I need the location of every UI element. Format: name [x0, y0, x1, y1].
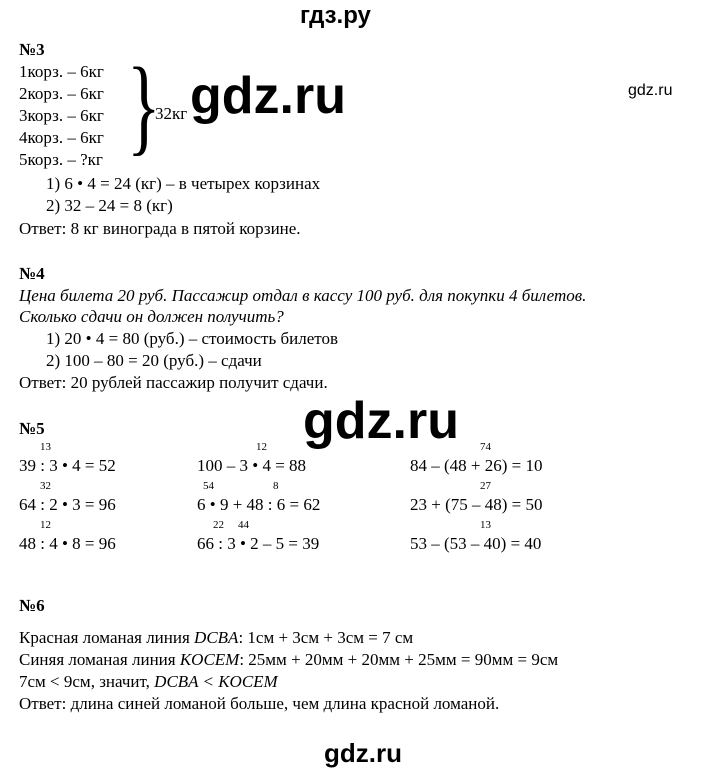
basket-line: 1корз. – 6кг [19, 62, 104, 81]
order-note: 74 [480, 441, 491, 453]
order-note: 12 [40, 519, 51, 531]
answer: Ответ: длина синей ломаной больше, чем длина красной ломаной. [19, 694, 500, 713]
problem-text: Цена билета 20 руб. Пассажир отдал в кассу 100 руб. для покупки 4 билетов. [19, 286, 587, 305]
red-line-statement: Красная ломаная линия DCBA: 1см + 3см + 3см = 7 см [19, 628, 414, 647]
expression: 64 : 2 • 3 = 96 [19, 495, 116, 514]
curly-brace-icon: } [127, 46, 161, 167]
solution-step: 1) 6 • 4 = 24 (кг) – в четырех корзинах [46, 174, 321, 193]
expression: 6 • 9 + 48 : 6 = 62 [197, 495, 321, 514]
expression: 53 – (53 – 40) = 40 [410, 534, 542, 553]
blue-line-statement: Синяя ломаная линия KOCEM: 25мм + 20мм + 20мм + 25мм = 90мм = 9см [19, 650, 559, 669]
solution-step: 2) 32 – 24 = 8 (кг) [46, 196, 173, 215]
answer: Ответ: 8 кг винограда в пятой корзине. [19, 219, 301, 238]
basket-line: 3корз. – 6кг [19, 106, 104, 125]
task-5-title: №5 [19, 419, 45, 438]
task-6-title: №6 [19, 596, 45, 615]
expression: 48 : 4 • 8 = 96 [19, 534, 116, 553]
problem-text: Сколько сдачи он должен получить? [19, 307, 284, 326]
expression: 39 : 3 • 4 = 52 [19, 456, 116, 475]
order-note: 54 [203, 480, 214, 492]
order-note: 22 [213, 519, 224, 531]
order-note: 44 [238, 519, 249, 531]
watermark-footer: gdz.ru [324, 738, 402, 768]
task-4-title: №4 [19, 264, 45, 283]
order-note: 13 [40, 441, 51, 453]
expression: 23 + (75 – 48) = 50 [410, 495, 543, 514]
basket-line: 2корз. – 6кг [19, 84, 104, 103]
expression: 66 : 3 • 2 – 5 = 39 [197, 534, 320, 553]
comparison-statement: 7см < 9см, значит, DCBA < KOCEM [19, 672, 278, 691]
watermark-large: gdz.ru [190, 67, 346, 125]
order-note: 13 [480, 519, 491, 531]
watermark-large: gdz.ru [303, 392, 459, 450]
solution-step: 2) 100 – 80 = 20 (руб.) – сдачи [46, 351, 262, 370]
order-note: 8 [273, 480, 279, 492]
basket-line: 4корз. – 6кг [19, 128, 104, 147]
total-weight: 32кг [155, 104, 188, 123]
expression: 100 – 3 • 4 = 88 [197, 456, 307, 475]
order-note: 27 [480, 480, 491, 492]
watermark-small: gdz.ru [628, 82, 673, 99]
expression: 84 – (48 + 26) = 10 [410, 456, 543, 475]
order-note: 12 [256, 441, 267, 453]
task-3-title: №3 [19, 40, 45, 59]
site-header: гдз.ру [300, 2, 371, 29]
solution-step: 1) 20 • 4 = 80 (руб.) – стоимость билетов [46, 329, 338, 348]
order-note: 32 [40, 480, 51, 492]
answer: Ответ: 20 рублей пассажир получит сдачи. [19, 373, 328, 392]
basket-line: 5корз. – ?кг [19, 150, 103, 169]
